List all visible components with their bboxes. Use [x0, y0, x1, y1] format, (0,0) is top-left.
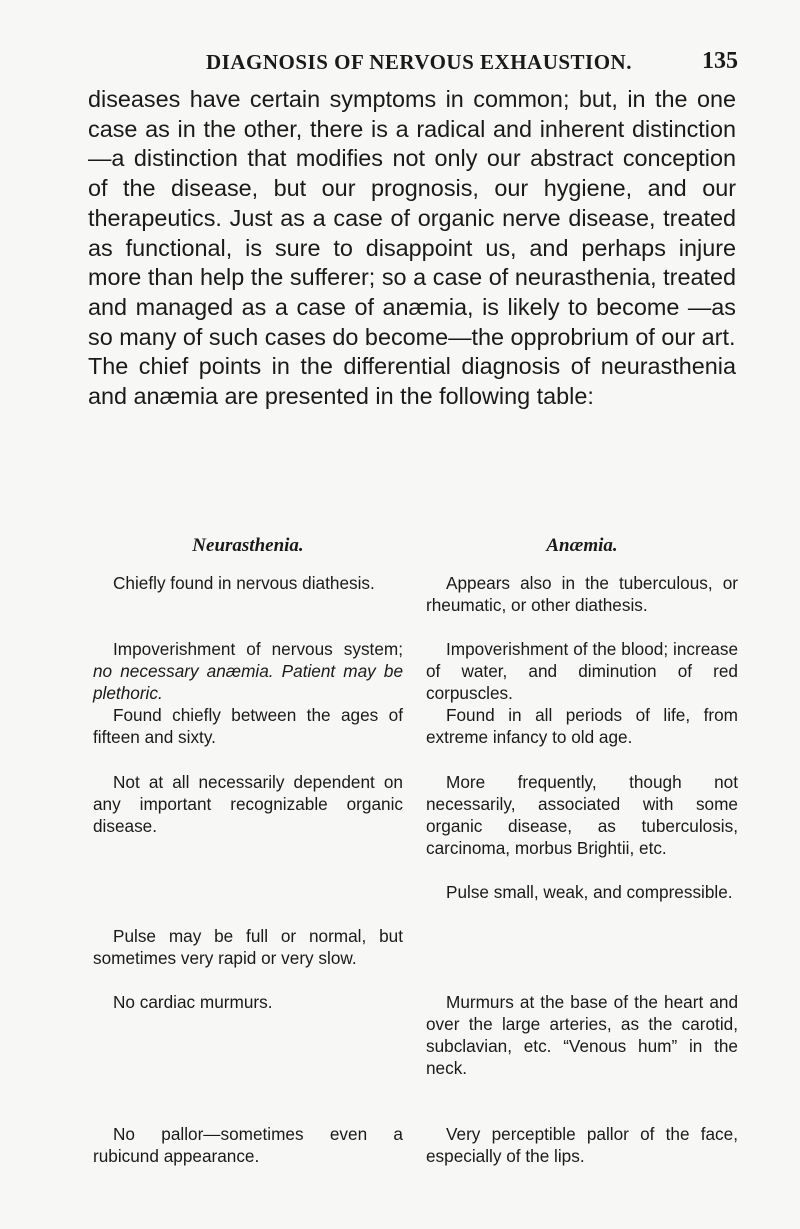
neurasthenia-entry: Found chiefly between the ages of fifteen and sixty.	[93, 705, 403, 748]
page-header	[88, 46, 738, 82]
column-anaemia	[426, 535, 738, 1167]
anaemia-entry: Impoverishment of the blood; increase of water, and diminution of red corpuscles.	[426, 639, 738, 704]
anaemia-entry: Pulse small, weak, and compressible.	[446, 882, 733, 902]
neurasthenia-entry: Not at all necessarily dependent on any important recognizable organic disease.	[93, 772, 403, 837]
anaemia-entry: Found in all periods of life, from extreme infancy to old age.	[426, 705, 738, 748]
paragraph-2: The chief points in the differential diagnosis of neurasthenia and anæmia are presented in the following table:	[88, 353, 736, 410]
column-title-anaemia: Anæmia.	[546, 535, 618, 556]
anaemia-entry: Very perceptible pallor of the face, especially of the lips.	[426, 1124, 738, 1167]
neurasthenia-entry: Chiefly found in nervous diathesis.	[113, 573, 375, 593]
neurasthenia-entry: No pallor—sometimes even a rubicund appearance.	[93, 1124, 403, 1167]
entry-italic-text: no necessary anæmia. Patient may be plethoric.	[93, 661, 403, 704]
column-title-neurasthenia: Neurasthenia.	[192, 535, 304, 556]
neurasthenia-entry: No cardiac murmurs.	[113, 992, 273, 1012]
column-neurasthenia	[93, 535, 403, 1167]
running-head: DIAGNOSIS OF NERVOUS EXHAUSTION.	[206, 50, 632, 74]
anaemia-entry: Murmurs at the base of the heart and over the large arteries, as the carotid, subclavian, etc. “Venous hum” in the neck.	[426, 992, 738, 1079]
entry-text: Impoverishment of nervous system;	[113, 639, 403, 659]
anaemia-entry: Appears also in the tuberculous, or rheumatic, or other diathesis.	[426, 573, 738, 616]
paragraph-1: diseases have certain symptoms in common; but, in the one case as in the other, there is a radical and inherent distinction—a distinction that modifies not only our abstract conception of the disease, but our prognosis, our hygiene, and our therapeutics. Just as a case of organic nerve disease, treated as functional, is sure to disappoint us, and perhaps injure more than help the sufferer; so a case of neurasthenia, treated and managed as a case of anæmia, is likely to become —as so many of such cases do become—the opprobrium of our art.	[88, 86, 736, 350]
neurasthenia-entry: Pulse may be full or normal, but sometimes very rapid or very slow.	[93, 926, 403, 969]
body-text	[88, 85, 736, 412]
page-number: 135	[702, 48, 738, 74]
anaemia-entry: More frequently, though not necessarily, associated with some organic disease, as tuberculosis, carcinoma, morbus Brightii, etc.	[426, 772, 738, 859]
neurasthenia-entry	[93, 638, 403, 704]
